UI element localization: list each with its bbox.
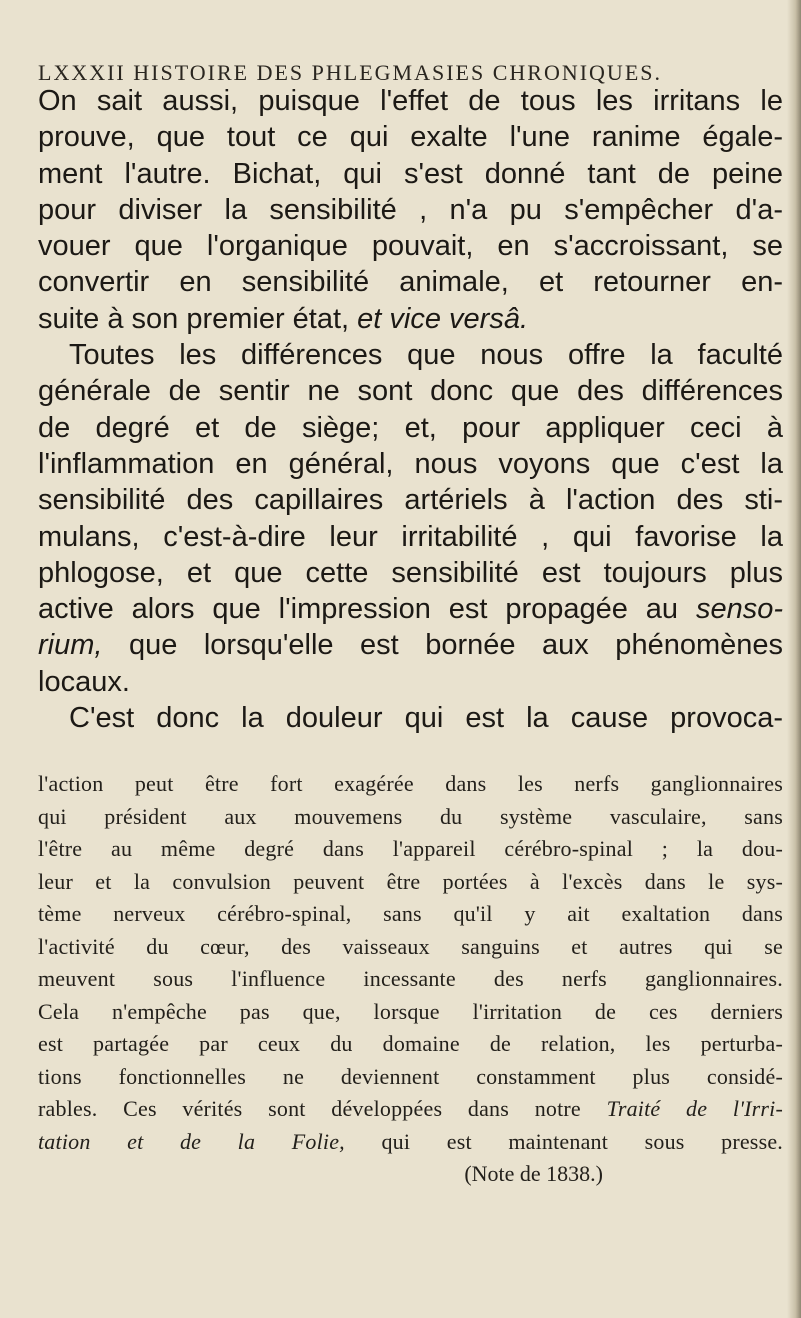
text-line: locaux. [38,665,130,698]
text-line [38,301,783,337]
text-fragment: suite à son premier état, [38,302,350,335]
footnote-line: qui président aux mouvemens du système vasculaire, sans [38,803,783,829]
text-line: prouve, que tout ce qui exalte l'une ranime égale- [38,121,783,154]
text-fragment: qui est maintenant sous presse. [381,1128,783,1154]
text-fragment: que lorsqu'elle est bornée aux phénomènes [128,629,783,662]
italic-title: Traité de l'Irri- [606,1096,783,1121]
running-head: LXXXII HISTOIRE DES PHLEGMASIES CHRONIQUES. [38,60,662,85]
text-line: de degré et de siège; et, pour appliquer ceci à [38,411,783,444]
footnote-line: l'activité du cœur, des vaisseaux sanguins et autres qui se [38,933,783,959]
italic-phrase: rium, [38,629,103,662]
text-line: mulans, c'est-à-dire leur irritabilité , qui favorise la [38,520,783,553]
text-line: sensibilité des capillaires artériels à l'action des sti- [38,484,783,517]
text-line [38,591,783,627]
footnote-line: leur et la convulsion peuvent être portées à l'excès dans le sys- [38,868,783,894]
italic-phrase: et vice versâ. [357,302,529,335]
italic-phrase: senso- [695,593,783,626]
text-fragment: active alors que l'impression est propagée au [38,593,679,626]
text-line: On sait aussi, puisque l'effet de tous les irritans le [38,85,783,117]
footnote-line [38,1126,783,1159]
footnote-line: est partagée par ceux du domaine de relation, les perturba- [38,1031,783,1056]
footnote-line [38,1093,783,1126]
footnote-line: tions fonctionnelles ne deviennent constamment plus considé- [38,1063,783,1089]
text-line: ment l'autre. Bichat, qui s'est donné tant de peine [38,157,783,190]
text-line: pour diviser la sensibilité , n'a pu s'empêcher d'a- [38,193,783,226]
footnote-date-note: (Note de 1838.) [464,1161,603,1186]
text-line: phlogose, et que cette sensibilité est toujours plus [38,556,783,589]
footnote-line: l'action peut être fort exagérée dans les nerfs ganglionnaires [38,771,783,796]
text-line: Toutes les différences que nous offre la faculté [69,339,783,372]
main-text [38,83,783,736]
text-line: C'est donc la douleur qui est la cause provoca- [69,702,783,735]
text-line: l'inflammation en général, nous voyons que c'est la [38,447,783,480]
text-line: vouer que l'organique pouvait, en s'accroissant, se [38,230,783,263]
footnote-line: meuvent sous l'influence incessante des nerfs ganglionnaires. [38,966,783,991]
text-line: convertir en sensibilité animale, et retourner en- [38,266,783,299]
text-line [38,627,783,663]
text-line: générale de sentir ne sont donc que des différences [38,375,783,408]
text-fragment: rables. Ces vérités sont développées dans notre [38,1096,581,1121]
footnote-line: tème nerveux cérébro-spinal, sans qu'il y ait exaltation dans [38,901,783,926]
footnote [38,768,783,1191]
footnote-line: l'être au même degré dans l'appareil cérébro-spinal ; la dou- [38,836,783,861]
footnote-line: Cela n'empêche pas que, lorsque l'irritation de ces derniers [38,998,783,1024]
book-page [30,0,790,1318]
italic-title: tation et de la Folie, [38,1128,345,1154]
